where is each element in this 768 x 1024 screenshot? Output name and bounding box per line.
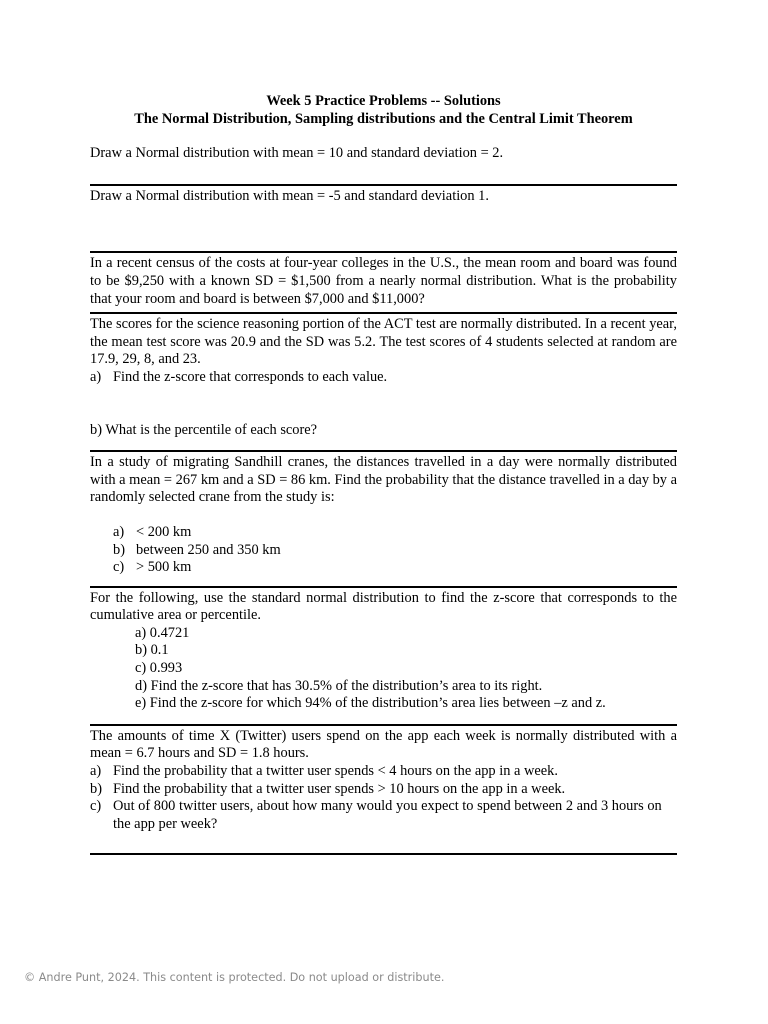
document-page: [90, 93, 677, 855]
item-label: c): [113, 559, 125, 576]
problem-5-list: [113, 524, 677, 577]
divider: [90, 184, 677, 186]
problem-6-list: [135, 625, 677, 713]
item-text: < 200 km: [136, 523, 192, 540]
item-label: a): [90, 368, 102, 385]
divider: [90, 312, 677, 314]
list-item: c) 0.993: [135, 660, 183, 677]
list-item: [90, 763, 677, 781]
divider: [90, 450, 677, 452]
list-item: a) 0.4721: [135, 624, 190, 641]
list-item: e) Find the z-score for which 94% of the distribution’s area lies between –z and z.: [135, 695, 606, 712]
item-text: > 500 km: [136, 559, 192, 576]
list-item: b) 0.1: [135, 642, 169, 659]
list-item: [113, 524, 677, 542]
item-text: Find the probability that a twitter user spends < 4 hours on the app in a week.: [113, 763, 558, 780]
copyright-footer: © Andre Punt, 2024. This content is protected. Do not upload or distribute.: [24, 971, 445, 984]
problem-1: Draw a Normal distribution with mean = 10 and standard deviation = 2.: [90, 145, 504, 162]
problem-7: The amounts of time X (Twitter) users spend on the app each week is normally distributed with a mean = 6.7 hours and SD = 1.8 hours.: [90, 727, 677, 762]
item-label: a): [90, 763, 102, 780]
list-item: [113, 542, 677, 560]
item-text: between 250 and 350 km: [136, 541, 281, 558]
item-text: Find the probability that a twitter user spends > 10 hours on the app in a week.: [113, 780, 566, 797]
problem-4-part-b: b) What is the percentile of each score?: [90, 421, 318, 438]
problem-2: Draw a Normal distribution with mean = -5 and standard deviation 1.: [90, 187, 489, 204]
problem-7-list: [90, 763, 677, 833]
item-label: a): [113, 523, 125, 540]
problem-6: For the following, use the standard normal distribution to find the z-score that corresponds to the cumulative area or percentile.: [90, 589, 677, 624]
divider: [90, 586, 677, 588]
item-text: Out of 800 twitter users, about how many would you expect to spend between 2 and 3 hours on the app per week?: [113, 798, 662, 832]
item-text: Find the z-score that corresponds to each value.: [113, 368, 388, 385]
list-item: [90, 798, 677, 833]
list-item: [90, 781, 677, 799]
list-item: [113, 559, 677, 577]
divider: [90, 724, 677, 726]
problem-3: In a recent census of the costs at four-year colleges in the U.S., the mean room and board was found to be $9,250 with a known SD = $1,500 from a nearly normal distribution. What is the probability that your room and board is between $7,000 and $11,000?: [90, 255, 677, 307]
document-title: Week 5 Practice Problems -- Solutions: [266, 93, 501, 109]
item-label: c): [90, 798, 102, 815]
list-item: d) Find the z-score that has 30.5% of the distribution’s area to its right.: [135, 677, 543, 694]
problem-5: In a study of migrating Sandhill cranes, the distances travelled in a day were normally distributed with a mean = 267 km and a SD = 86 km. Find the probability that the distance travelled in a day by a randomly selected crane from the study is:: [90, 454, 677, 506]
problem-4: The scores for the science reasoning portion of the ACT test are normally distributed. In a recent year, the mean test score was 20.9 and the SD was 5.2. The test scores of 4 students selected at random are 17.9, 29, 8, and 23.: [90, 316, 677, 368]
item-label: b): [113, 541, 125, 558]
divider: [90, 853, 677, 855]
divider: [90, 251, 677, 253]
document-subtitle: The Normal Distribution, Sampling distributions and the Central Limit Theorem: [134, 110, 633, 127]
problem-4-part-a: [90, 369, 677, 387]
item-label: b): [90, 780, 102, 797]
